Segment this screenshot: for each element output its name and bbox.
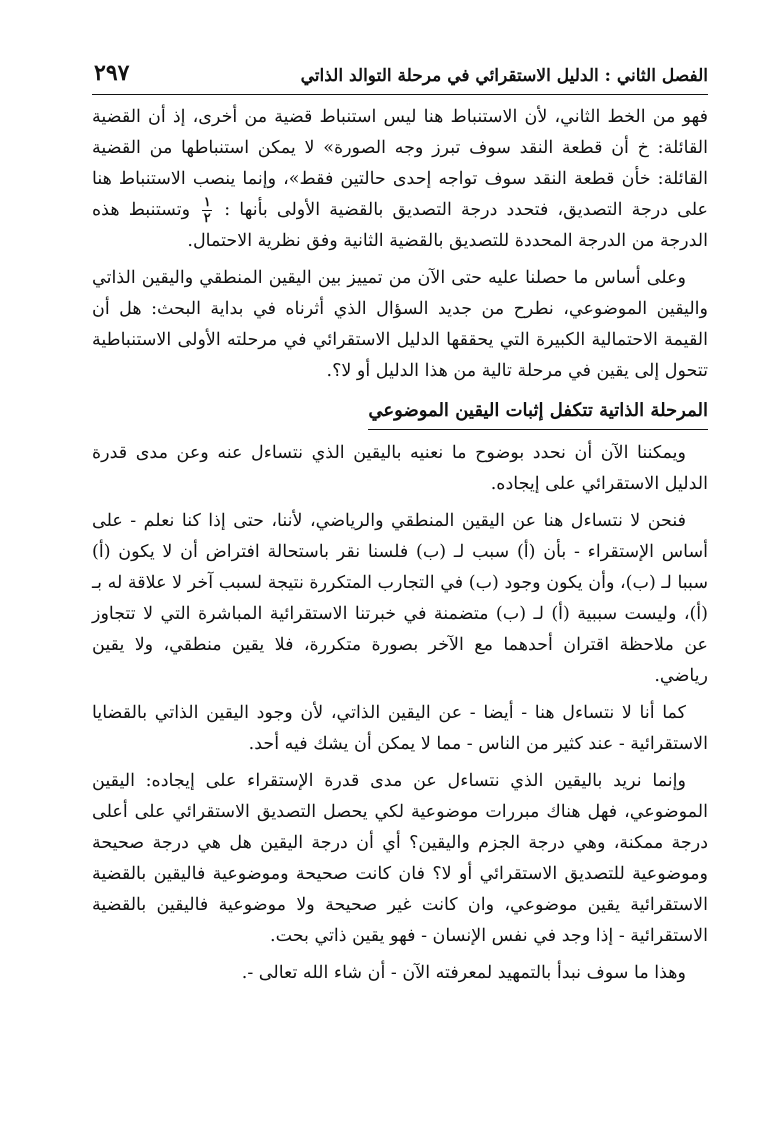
chapter-title: الفصل الثاني : الدليل الاستقرائي في مرحلة التوالد الذاتي bbox=[300, 66, 708, 86]
paragraph-1-part-b: وتستنبط هذه الدرجة من الدرجة المحددة للتصديق بالقضية الثانية وفق نظرية الاحتمال. bbox=[92, 200, 708, 251]
fraction-one-half bbox=[202, 196, 212, 225]
paragraph-2: وعلى أساس ما حصلنا عليه حتى الآن من تمييز بين اليقين المنطقي واليقين الذاتي واليقين الموضوعي، نطرح من جديد السؤال الذي أثرناه في بداية البحث: هل أن القيمة الاحتمالية الكبيرة التي يحققها الدليل الاستقرائي في مرحلته الأولى الاستنباطية تتحول إلى يقين في مرحلة تالية من هذا الدليل أو لا؟. bbox=[92, 268, 708, 381]
section-heading-wrap bbox=[92, 393, 708, 438]
page-number: ٢٩٧ bbox=[94, 60, 130, 86]
fraction-denominator: ٢ bbox=[203, 211, 211, 226]
paragraph-3: ويمكننا الآن أن نحدد بوضوح ما نعنيه باليقين الذي نتساءل عنه وعن مدى قدرة الدليل الاستقرائي على إيجاده. bbox=[92, 443, 708, 494]
running-header bbox=[92, 60, 708, 95]
paragraph-1-part-a: فهو من الخط الثاني، لأن الاستنباط هنا ليس استنباط قضية من أخرى، إذ أن القضية القائلة: خ أن قطعة النقد سوف تبرز وجه الصورة» لا يمكن استنباطها من القضية القائلة: خأن قطعة النقد سوف تواجه إحدى حالتين فقط»، وإنما ينصب الاستنباط هنا على درجة التصديق، فتحدد درجة التصديق بالقضية الأولى بأنها : bbox=[92, 107, 708, 220]
paragraph-6: وإنما نريد باليقين الذي نتساءل عن مدى قدرة الإستقراء على إيجاده: اليقين الموضوعي، فهل هناك مبررات موضوعية لكي يحصل التصديق الاستقرائي على أعلى درجة ممكنة، وهي درجة الجزم واليقين؟ أي أن درجة اليقين هل هي درجة صحيحة وموضوعية للتصديق الاستقرائي أو لا؟ فان كانت صحيحة وموضوعية فاليقين بالقضية الاستقرائية يقين موضوعي، وان كانت غير صحيحة ولا موضوعية فاليقين بالقضية الاستقرائية - إذا وجد في نفس الإنسان - فهو يقين ذاتي بحت. bbox=[92, 771, 708, 946]
fraction-numerator: ١ bbox=[203, 195, 211, 210]
section-heading: المرحلة الذاتية تتكفل إثبات اليقين الموضوعي bbox=[368, 395, 708, 430]
body-text bbox=[92, 102, 708, 995]
paragraph-7: وهذا ما سوف نبدأ بالتمهيد لمعرفته الآن - أن شاء الله تعالى -. bbox=[241, 963, 686, 983]
paragraph-4: فنحن لا نتساءل هنا عن اليقين المنطقي والرياضي، لأننا، حتى إذا كنا نعلم - على أساس الإستقراء - بأن (أ) سبب لـ (ب) فلسنا نقر باستحالة افتراض أن لا يكون (أ) سببا لـ (ب)، وأن يكون وجود (ب) في التجارب المتكررة نتيجة لسبب آخر لا علاقة له بـ (أ)، وليست سببية (أ) لـ (ب) متضمنة في خبرتنا الاستقرائية المباشرة التي لا تتجاوز عن ملاحظة اقتران أحدهما مع الآخر بصورة متكررة، فلا يقين منطقي، ولا يقين رياضي. bbox=[92, 511, 708, 686]
paragraph-1 bbox=[92, 102, 708, 257]
paragraph-5: كما أنا لا نتساءل هنا - أيضا - عن اليقين الذاتي، لأن وجود اليقين الذاتي بالقضايا الاستقرائية - عند كثير من الناس - مما لا يمكن أن يشك فيه أحد. bbox=[92, 703, 708, 754]
